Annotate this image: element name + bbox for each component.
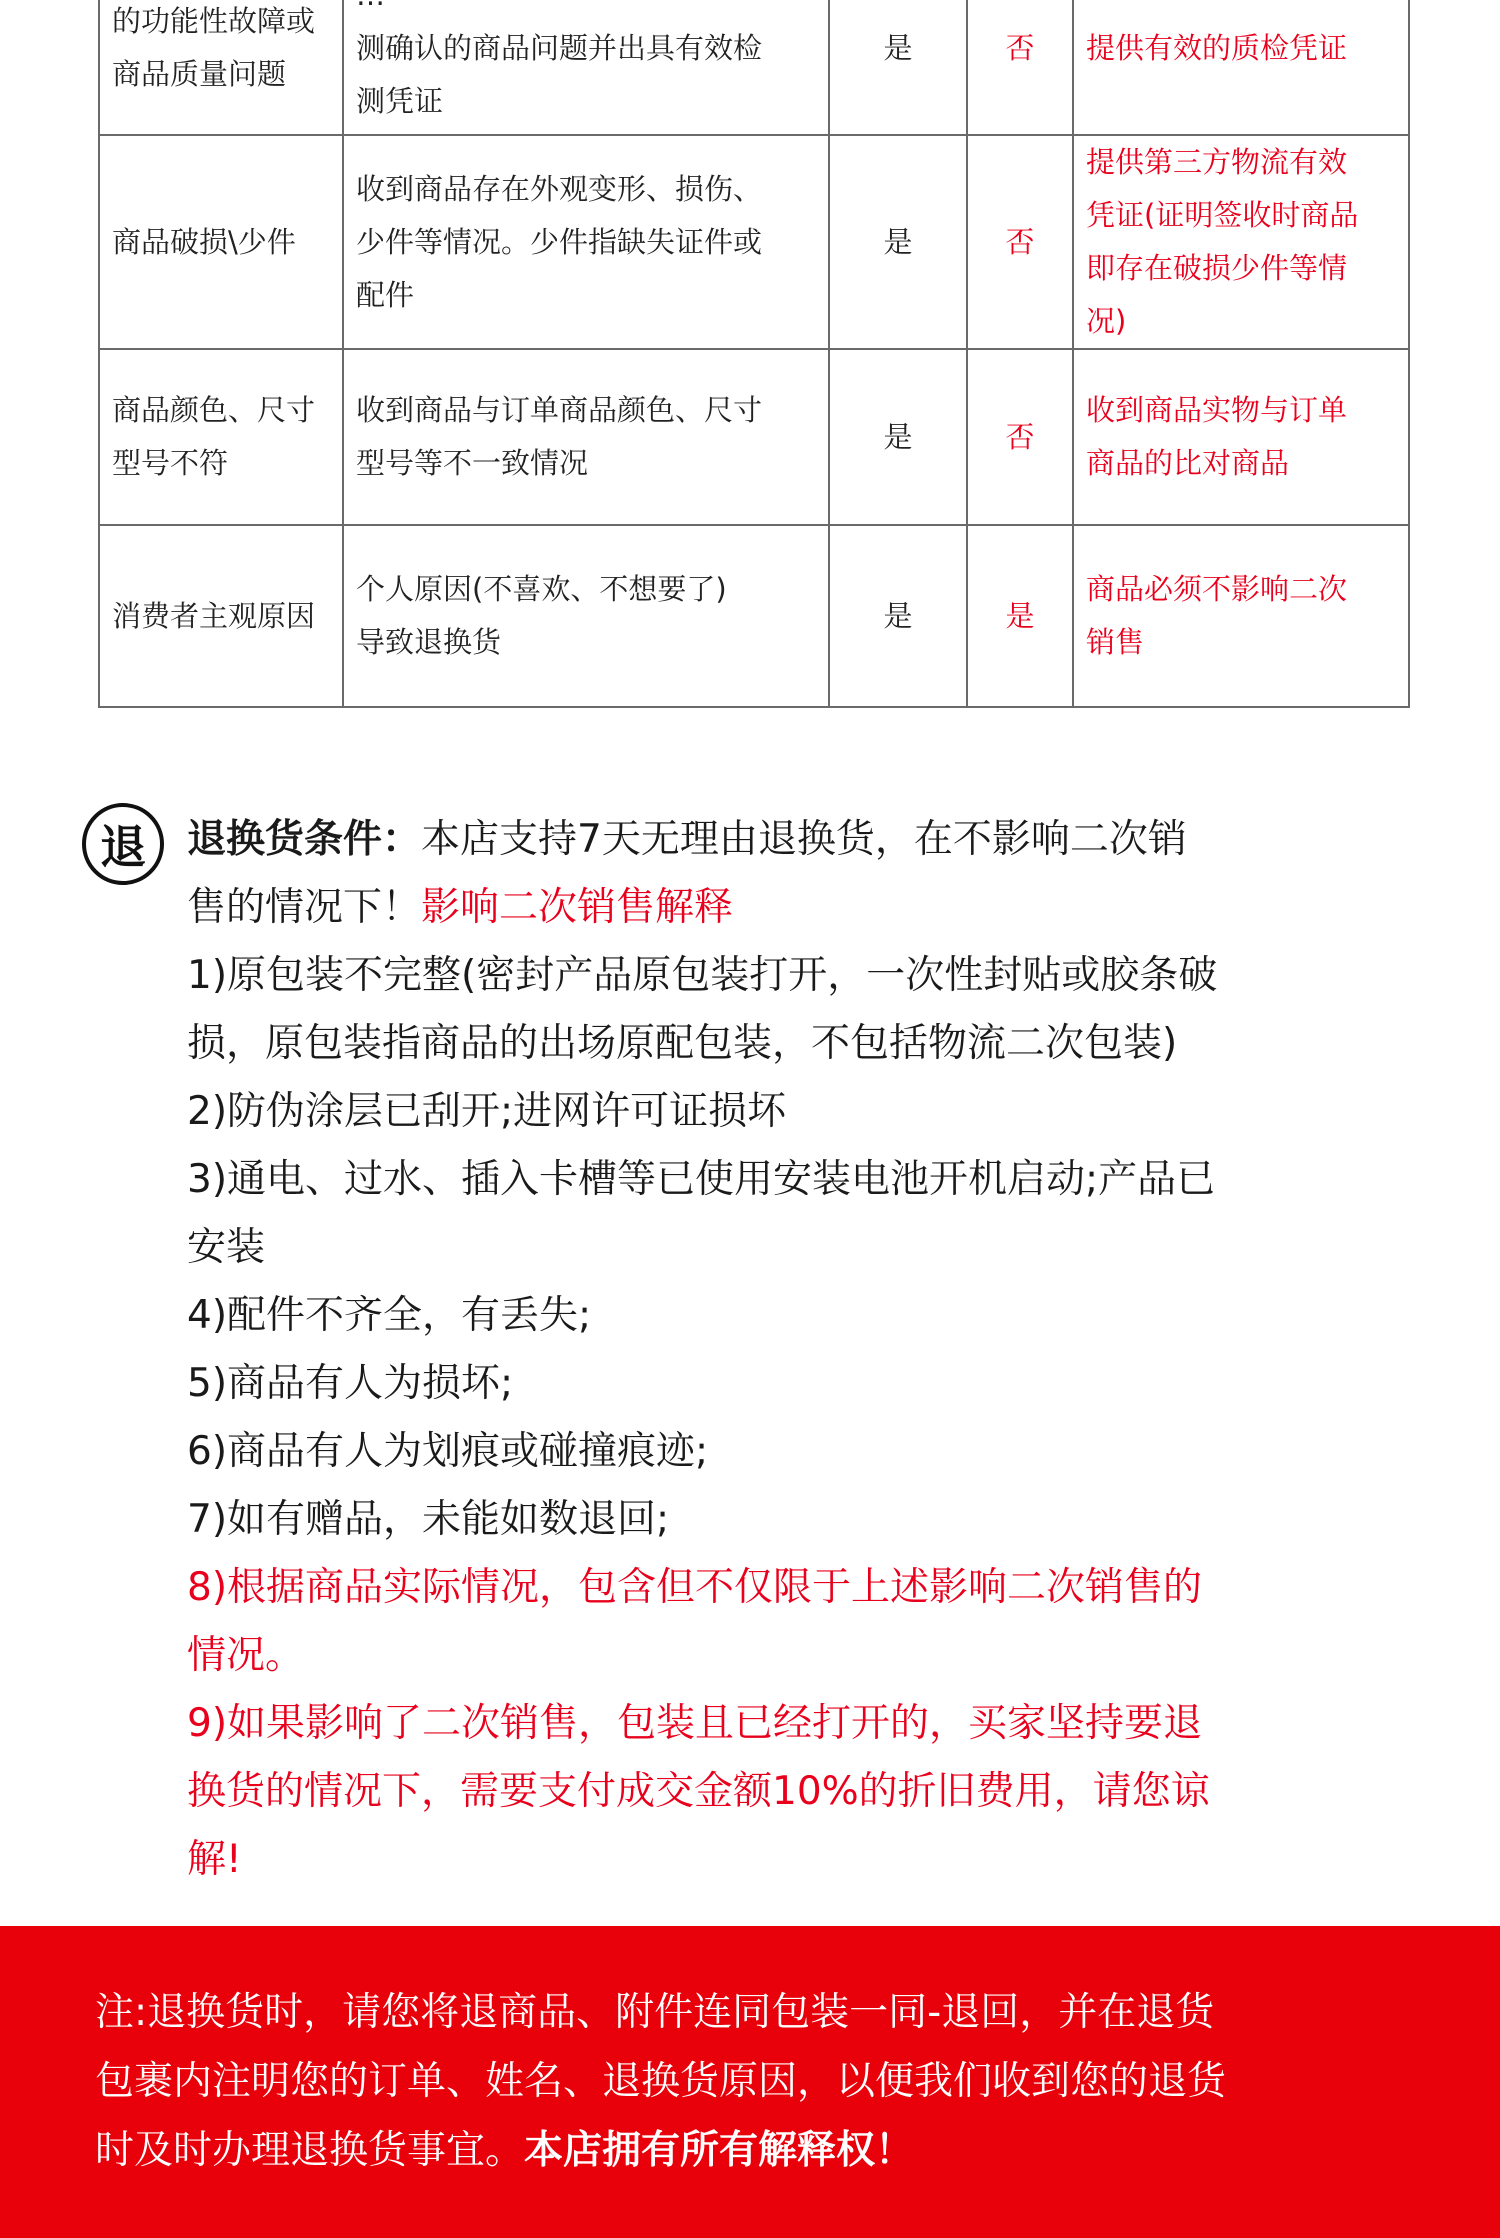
cell-line <box>356 0 816 22</box>
cell-reason <box>99 349 343 525</box>
return-badge-char: 退 <box>100 820 146 874</box>
cell-line: 商品颜色、尺寸 <box>112 393 316 427</box>
cell-line: 凭证(证明签收时商品 <box>1086 198 1359 232</box>
cell-line: 消费者主观原因 <box>112 598 316 633</box>
table-row <box>99 0 1409 135</box>
cell-shipping-covered: 是 <box>829 135 967 349</box>
cell-reason <box>99 0 343 135</box>
notice-banner <box>0 1926 1500 2238</box>
cell-consumer-pays: 否 <box>967 135 1073 349</box>
return-policy-table <box>98 0 1410 708</box>
cell-line: 的功能性故障或 <box>112 4 316 38</box>
condition-item-line: 安装 <box>187 1225 266 1270</box>
conditions-heading: 退换货条件： <box>187 817 422 862</box>
table-row <box>99 349 1409 525</box>
cell-line: 个人原因(不喜欢、不想要了) <box>356 572 727 606</box>
condition-item-line: 4)配件不齐全，有丢失; <box>187 1293 592 1338</box>
condition-item-line: 8)根据商品实际情况，包含但不仅限于上述影响二次销售的 <box>187 1565 1203 1610</box>
cell-line: 商品破损\少件 <box>112 224 296 259</box>
cell-line: 配件 <box>356 277 415 312</box>
cell-line: 型号等不一致情况 <box>356 446 589 480</box>
cell-shipping-covered: 是 <box>829 349 967 525</box>
cell-line: 收到商品与订单商品颜色、尺寸 <box>356 393 763 427</box>
notice-rights-statement: 本店拥有所有解释权！ <box>524 2128 915 2173</box>
cell-shipping-covered: 是 <box>829 525 967 707</box>
condition-item-line: 1)原包装不完整(密封产品原包装打开，一次性封贴或胶条破 <box>187 953 1218 998</box>
condition-item-line: 情况。 <box>187 1633 305 1678</box>
cell-description <box>343 135 829 349</box>
conditions-explain-label: 影响二次销售解释 <box>421 885 734 930</box>
cell-line: 提供第三方物流有效 <box>1086 145 1348 179</box>
conditions-intro-line1 <box>187 806 1417 874</box>
cell-line: 测确认的商品问题并出具有效检 <box>356 30 763 65</box>
cell-description <box>343 349 829 525</box>
condition-item-line: 6)商品有人为划痕或碰撞痕迹; <box>187 1429 709 1474</box>
cell-consumer-pays: 是 <box>967 525 1073 707</box>
cell-line: 销售 <box>1086 625 1145 659</box>
cell-reason <box>99 525 343 707</box>
condition-item-line: 换货的情况下，需要支付成交金额10%的折旧费用，请您谅 <box>187 1769 1210 1814</box>
notice-line: 包裹内注明您的订单、姓名、退换货原因，以便我们收到您的退货 <box>95 2059 1227 2104</box>
condition-item-line: 损，原包装指商品的出场原配包装，不包括物流二次包装) <box>187 1021 1178 1066</box>
cell-shipping-covered: 是 <box>829 0 967 135</box>
cell-proof <box>1073 0 1409 135</box>
cell-reason <box>99 135 343 349</box>
notice-text: 时及时办理退换货事宜。 <box>95 2128 525 2173</box>
conditions-intro-text2: 售的情况下！ <box>187 885 422 930</box>
cell-line: 商品必须不影响二次 <box>1086 572 1348 606</box>
cell-description <box>343 525 829 707</box>
return-conditions <box>187 806 1417 1894</box>
condition-item-line: 9)如果影响了二次销售，包装且已经打开的，买家坚持要退 <box>187 1701 1203 1746</box>
conditions-list <box>187 942 1417 1894</box>
return-badge-icon <box>82 803 164 885</box>
cell-consumer-pays: 否 <box>967 0 1073 135</box>
table-row <box>99 525 1409 707</box>
cell-line: 商品的比对商品 <box>1086 446 1290 480</box>
cell-line: 况) <box>1086 304 1127 338</box>
conditions-intro-line2 <box>187 874 1417 942</box>
cell-line: 少件等情况。少件指缺失证件或 <box>356 224 763 259</box>
condition-item-line: 2)防伪涂层已刮开;进网许可证损坏 <box>187 1089 787 1134</box>
conditions-intro-text: 本店支持7天无理由退换货，在不影响二次销 <box>421 817 1187 862</box>
condition-item-line: 5)商品有人为损坏; <box>187 1361 514 1406</box>
cell-line: 测凭证 <box>356 83 444 118</box>
table-row <box>99 135 1409 349</box>
cell-proof <box>1073 349 1409 525</box>
condition-item-line: 3)通电、过水、插入卡槽等已使用安装电池开机启动;产品已 <box>187 1157 1216 1202</box>
cell-line: 收到商品实物与订单 <box>1086 393 1348 427</box>
cell-line: 商品质量问题 <box>112 57 287 91</box>
notice-line: 注:退换货时，请您将退商品、附件连同包装一同-退回，并在退货 <box>95 1990 1215 2035</box>
cell-line: 即存在破损少件等情 <box>1086 251 1348 285</box>
cell-line: 型号不符 <box>112 446 229 480</box>
cell-proof <box>1073 135 1409 349</box>
cell-description <box>343 0 829 135</box>
cell-line: 导致退换货 <box>356 625 502 659</box>
notice-line <box>95 2116 1500 2185</box>
condition-item-line: 解! <box>187 1837 242 1882</box>
cell-proof <box>1073 525 1409 707</box>
cell-consumer-pays: 否 <box>967 349 1073 525</box>
cell-line: 提供有效的质检凭证 <box>1086 30 1348 65</box>
condition-item-line: 7)如有赠品，未能如数退回; <box>187 1497 670 1542</box>
cell-line: 收到商品存在外观变形、损伤、 <box>356 171 763 206</box>
